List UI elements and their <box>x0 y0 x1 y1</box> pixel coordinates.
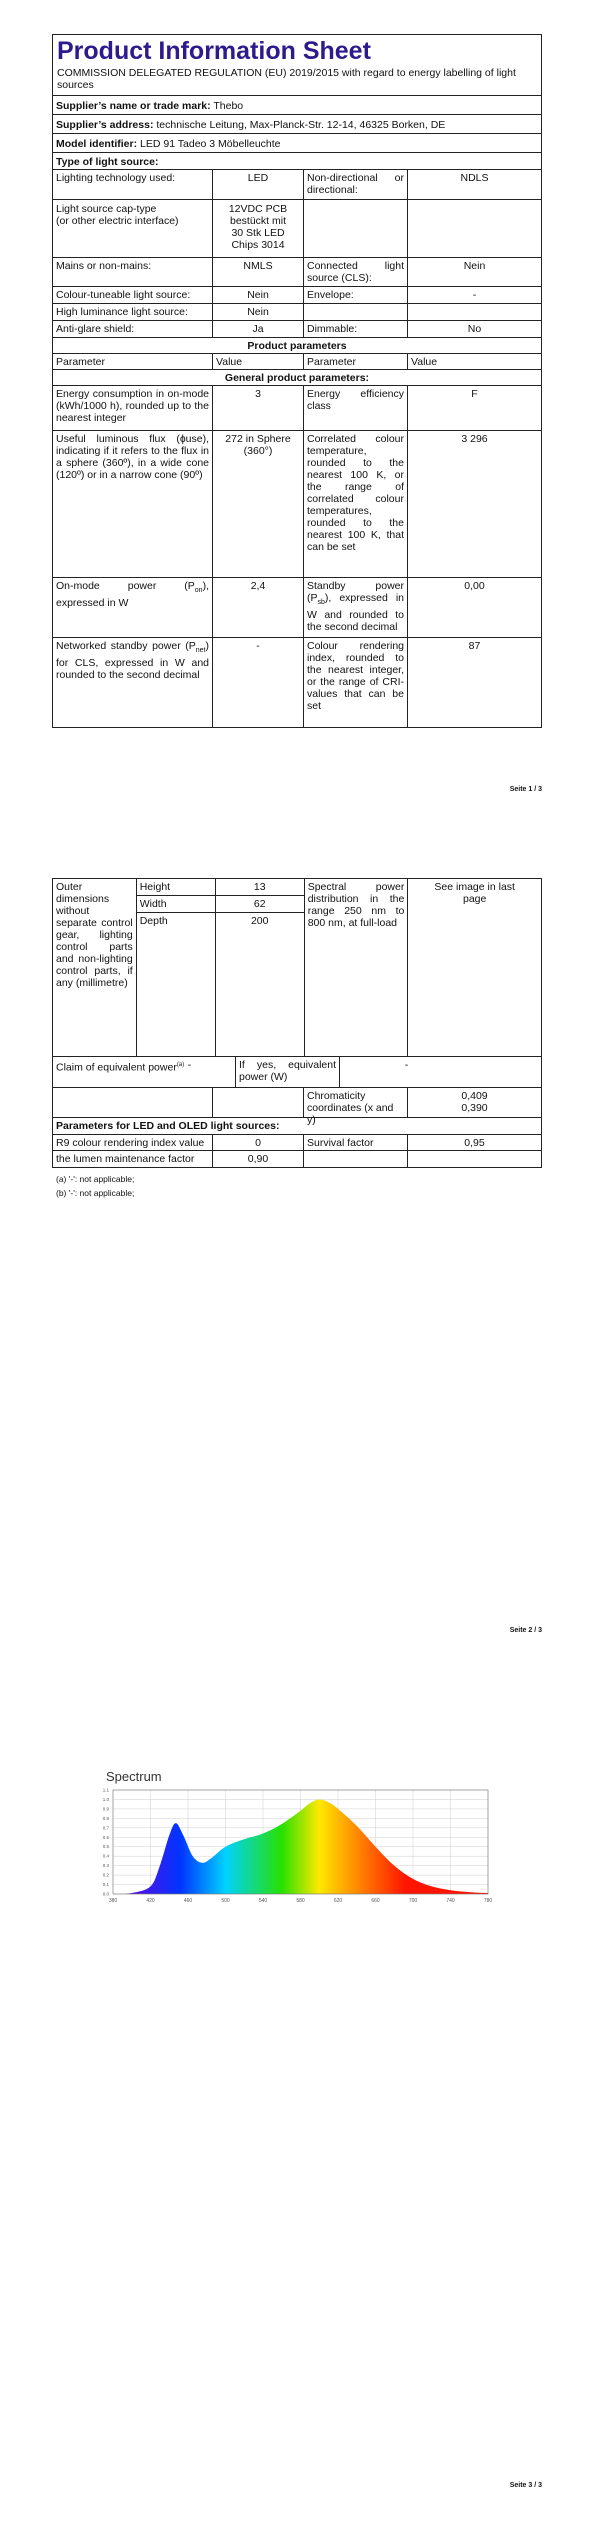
general-params-header: General product parameters: <box>224 372 370 384</box>
spectrum-chart <box>0 1764 595 1924</box>
dim-value: 62 <box>215 896 304 912</box>
type-row-value <box>407 304 541 320</box>
type-row-value: No <box>407 321 541 337</box>
param-value: 87 <box>407 638 541 727</box>
type-row-label: Colour-tuneable light source: <box>56 289 191 301</box>
x-tick-label: 780 <box>483 1898 493 1904</box>
equiv-label-text: Claim of equivalent power <box>56 1061 177 1074</box>
survival-value: 0,95 <box>407 1135 541 1150</box>
column-header: Value <box>212 354 303 369</box>
dim-value: 13 <box>215 879 304 895</box>
info-table-page-1 <box>52 34 542 728</box>
led-params-header-row <box>53 1118 541 1135</box>
type-row <box>53 321 541 338</box>
y-tick-label: 0.4 <box>102 1853 109 1859</box>
param-label: Useful luminous flux (ɸuse), indicating if it refers to the flux in a sphere (360º), in a wide cone (120º) or in a narrow cone (90º) <box>56 433 209 481</box>
footnote-a: (a) '-': not applicable; <box>56 1174 135 1184</box>
param-value: 0,00 <box>407 578 541 637</box>
equiv-row <box>53 1057 541 1088</box>
param-value: 3 <box>212 386 303 430</box>
param-row <box>53 638 541 727</box>
param-row <box>53 578 541 638</box>
type-row-label <box>303 304 407 320</box>
type-row <box>53 258 541 287</box>
x-tick-label: 540 <box>258 1898 268 1904</box>
type-row <box>53 287 541 304</box>
type-header: Type of light source: <box>56 156 159 168</box>
chart-title: Spectrum <box>106 1769 162 1784</box>
type-row-value: NDLS <box>407 170 541 199</box>
param-label: Correlated colour temperature, rounded to the nearest 100 K, or the range of correlated colour temperatures, rounded to the nearest 100 K, that can be set <box>303 431 407 577</box>
regulation-text: COMMISSION DELEGATED REGULATION (EU) 2019/2015 with regard to energy labelling of light sources <box>57 67 516 91</box>
x-tick-label: 580 <box>296 1898 305 1904</box>
y-tick-label: 0.7 <box>102 1825 109 1831</box>
page-number: Seite 1 / 3 <box>509 786 542 793</box>
empty-cell <box>212 1088 303 1117</box>
type-row-value: - <box>407 287 541 303</box>
r9-value: 0 <box>212 1135 303 1150</box>
spd-label: Spectral power distribution in the range 250 nm to 800 nm, at full-load <box>304 879 408 1056</box>
model-label: Model identifier: <box>56 138 138 150</box>
chroma-x: 0,409 <box>461 1090 488 1102</box>
type-row-value: Ja <box>212 321 303 337</box>
x-tick-label: 700 <box>408 1898 418 1904</box>
type-row-value: NMLS <box>212 258 303 286</box>
page-1 <box>0 0 595 842</box>
x-tick-label: 420 <box>146 1898 155 1904</box>
chroma-label: Chromaticity coordinates (x and y) <box>303 1088 407 1117</box>
param-label: On-mode power $(P_{on})$, expressed in W <box>56 580 209 610</box>
page-number: Seite 2 / 3 <box>509 1627 542 1634</box>
dims-subtable <box>136 879 304 1056</box>
y-tick-label: 1.1 <box>102 1787 109 1793</box>
type-row-value: 12VDC PCB bestückt mit 30 Stk LED Chips 3014 <box>212 200 303 257</box>
equiv-yes-label: If yes, equivalent power (W) <box>235 1057 339 1087</box>
survival-label: Survival factor <box>303 1135 407 1150</box>
param-value: 2,4 <box>212 578 303 637</box>
param-headers-row <box>53 354 541 370</box>
type-row-label: Anti-glare shield: <box>56 323 135 335</box>
title-row <box>53 35 541 96</box>
type-row <box>53 170 541 200</box>
supplier-name-row <box>53 96 541 115</box>
type-row-label: Non-directional or directional: <box>303 170 407 199</box>
chroma-values <box>407 1088 541 1117</box>
type-row-value: LED <box>212 170 303 199</box>
lumen-label: the lumen maintenance factor <box>56 1153 195 1165</box>
lumen-row <box>53 1151 541 1167</box>
lumen-value: 0,90 <box>212 1151 303 1167</box>
y-tick-label: 0.1 <box>102 1882 109 1888</box>
x-tick-label: 380 <box>108 1898 118 1904</box>
dims-label: Outer dimensions without separate control gear, lighting control parts and non-lighting control parts, if any (millimetre) <box>56 881 133 989</box>
x-tick-label: 620 <box>333 1898 343 1904</box>
model-value: LED 91 Tadeo 3 Möbelleuchte <box>140 138 281 150</box>
footnote-b: (b) '-': not applicable; <box>56 1188 135 1198</box>
type-row-label: High luminance light source: <box>56 306 188 318</box>
chroma-y: 0,390 <box>461 1102 488 1114</box>
dim-name: Width <box>139 898 167 910</box>
column-header: Parameter <box>56 356 106 368</box>
dim-name: Depth <box>139 915 168 927</box>
page-number: Seite 3 / 3 <box>509 2482 542 2489</box>
type-row <box>53 304 541 321</box>
type-row-label: Connected light source (CLS): <box>303 258 407 286</box>
model-row <box>53 134 541 153</box>
y-tick-label: 0.2 <box>102 1872 109 1878</box>
led-params-header: Parameters for LED and OLED light sources: <box>56 1120 280 1132</box>
product-params-header: Product parameters <box>247 340 347 352</box>
param-value: F <box>407 386 541 430</box>
param-label: Energy efficiency class <box>303 386 407 430</box>
page-2 <box>0 842 595 1684</box>
type-row-value: Nein <box>212 304 303 320</box>
equiv-yes-value: - <box>339 1057 473 1087</box>
empty-cell <box>53 1088 212 1117</box>
type-row-label: Light source cap-type (or other electric interface) <box>56 203 179 227</box>
type-row-label <box>303 200 407 257</box>
param-row <box>53 431 541 578</box>
info-table-page-2 <box>52 878 542 1168</box>
y-tick-label: 0.8 <box>102 1815 109 1821</box>
param-row <box>53 386 541 431</box>
y-tick-label: 1.0 <box>102 1796 109 1802</box>
dim-row <box>137 879 304 896</box>
dim-row <box>137 913 304 1056</box>
type-row <box>53 200 541 258</box>
supplier-address-value: technische Leitung, Max-Planck-Str. 12-14, 46325 Borken, DE <box>156 119 446 131</box>
general-params-header-row <box>53 370 541 386</box>
supplier-name-label: Supplier’s name or trade mark: <box>56 100 211 112</box>
x-tick-label: 660 <box>371 1898 380 1904</box>
r9-label: R9 colour rendering index value <box>56 1137 205 1149</box>
type-row-value <box>407 200 541 257</box>
empty-cell <box>407 1151 541 1167</box>
r9-row <box>53 1135 541 1151</box>
dim-row <box>137 896 304 913</box>
param-value: - <box>212 638 303 727</box>
product-params-header-row <box>53 338 541 354</box>
param-label: Standby power $(P_{sb})$, expressed in W and rounded to the second decimal <box>303 578 407 637</box>
footnote-ref: (a) <box>176 1062 185 1068</box>
param-label: Energy consumption in on-mode (kWh/1000 h), rounded up to the nearest integer <box>56 388 209 424</box>
y-tick-label: 0.6 <box>102 1834 109 1840</box>
param-label: Networked standby power $(P_{net})$ for CLS, expressed in W and rounded to the second decimal <box>56 640 209 682</box>
x-tick-label: 740 <box>446 1898 455 1904</box>
type-row-label: Dimmable: <box>303 321 407 337</box>
column-header: Value <box>407 354 541 369</box>
param-value: 272 in Sphere (360°) <box>212 431 303 577</box>
y-tick-label: 0.3 <box>102 1863 109 1869</box>
y-tick-label: 0.5 <box>102 1844 109 1850</box>
supplier-name-value: Thebo <box>213 100 244 112</box>
type-row-label: Mains or non-mains: <box>56 260 152 272</box>
type-row-value: Nein <box>212 287 303 303</box>
dims-row <box>53 879 541 1057</box>
equiv-value: - <box>187 1059 192 1071</box>
x-tick-label: 460 <box>183 1898 193 1904</box>
param-label: Colour rendering index, rounded to the nearest integer, or the range of CRI-values that can be set <box>303 638 407 727</box>
x-tick-label: 500 <box>221 1898 230 1904</box>
supplier-address-label: Supplier’s address: <box>56 119 154 131</box>
y-tick-label: 0.9 <box>102 1806 109 1812</box>
spd-value: See image in last page <box>407 879 541 1056</box>
type-row-value: Nein <box>407 258 541 286</box>
document-title: Product Information Sheet <box>57 37 371 65</box>
empty-cell <box>303 1151 407 1167</box>
column-header: Parameter <box>303 354 407 369</box>
dim-name: Height <box>139 881 171 893</box>
supplier-address-row <box>53 115 541 134</box>
param-value: 3 296 <box>407 431 541 577</box>
type-header-row <box>53 153 541 170</box>
y-tick-label: 0.0 <box>102 1891 109 1897</box>
type-row-label: Envelope: <box>303 287 407 303</box>
type-row-label: Lighting technology used: <box>56 172 176 184</box>
dim-value: 200 <box>215 913 304 1056</box>
page-3 <box>0 1684 595 2526</box>
